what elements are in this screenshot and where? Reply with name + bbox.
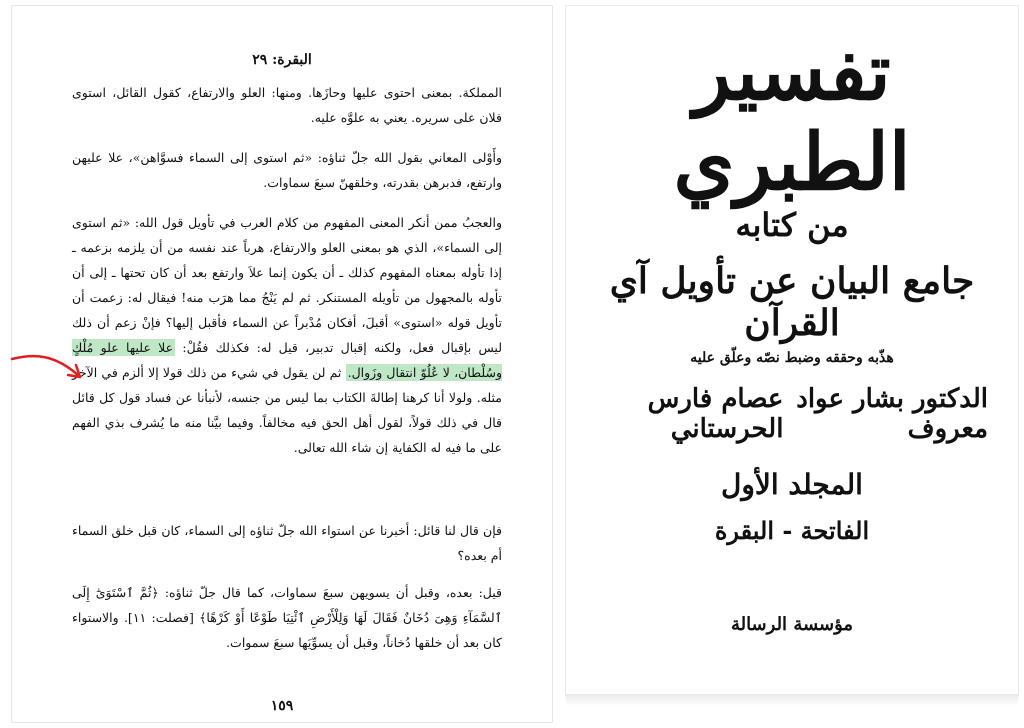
book-title: تفسير الطبري	[673, 27, 911, 208]
paragraph-5	[72, 580, 502, 655]
from-book-label: من كتابه	[735, 206, 849, 244]
paragraph-3-cont-before: قيل له: فكذلك فقُلْ:	[175, 340, 298, 355]
highlighted-phrase[interactable]: علا عليها علو مُلْكٍ وسُلْطان، لا عُلُوّ انتقال وزَوال.	[72, 340, 502, 380]
paragraph-5-text: قيل: بعده، وقبل أن يسويهن سبعَ سماوات، كما قال جلّ ثناؤه: ﴿ثُمَّ ٱسْتَوَىٰٓ إِلَى ٱلسَّمَآءِ وَهِىَ دُخَانٌ فَقَالَ لَهَا وَلِلْأَرْضِ ٱئْتِيَا طَوْعًا أَوْ كَرْهًا﴾ [فصلت: ١١]. والاستواء كان بعد أن خلقها دُخاناً، وقبل أن يسوِّيَها سبعَ سموات.	[72, 585, 502, 650]
paragraph-1	[72, 80, 502, 130]
author-1: الدكتور بشار عواد معروف	[796, 384, 988, 444]
page-header: البقرة: ٢٩	[252, 52, 312, 68]
surahs-label: الفاتحة - البقرة	[714, 516, 870, 545]
page-number: ١٥٩	[270, 698, 294, 714]
left-page	[12, 6, 552, 722]
right-page-shadow	[566, 694, 1018, 706]
paragraph-3	[72, 210, 502, 460]
paragraph-3-main: والعجبُ ممن أنكر المعنى المفهوم من كلام العرب في تأويل قول الله: «ثم استوى إلى السماء»، الذي هو بمعنى العلو والارتفاع، هرباً عند نفسه من أن يلزمه بزعمه ـ إذا تأوله بمعناه المفهوم كذلك ـ أن يكون إنما علاَ وارتفع بعد أن كان تحتها ـ إلى أن تأوله بالمجهول من تأويله المستنكر. ثم لم يَنْجُ مما هرَب منه! فيقال له: زعمت أن تأويل قوله «استوى» أقبلَ، أفكان مُدْبراً عن السماء فأقبل إليها؟ فإنْ زعم أن ذلك ليس بإقبال فعل، ولكنه إقبال تدبير،	[72, 215, 503, 355]
paragraph-2-text: وأَوْلى المعاني بقول الله جلّ ثناؤه: «ثم استوى إلى السماء فسوَّاهن»، علا عليهن وارتفع، فدبرهن بقدرته، وخلقهنّ سبعَ سماوات.	[72, 150, 502, 190]
paragraph-3-text	[72, 210, 502, 460]
paragraph-3-cont-after: ثم لن يقول في شيء من ذلك قولا إلا ألزم في الآخر مثله. ولولا أنا كرهنا إطالةَ الكتاب بما ليس من جنسه، لأنبأنا عن فساد قول كل قائل قال في ذلك قولاً، لقول أهل الحق فيه مخالفاً. وفيما بيَّنا منه ما يُشرف بذي الفهم على ما فيه له الكفاية إن شاء الله تعالى.	[72, 365, 502, 455]
editor-line: هذّبه وحققه وضبط نصّه وعلّق عليه	[690, 350, 894, 366]
paragraph-4-text: فإن قال لنا قائل: أخبرنا عن استواء الله جلّ ثناؤه إلى السماء، كان قبل خلق السماء أم بعده؟	[72, 523, 502, 563]
publisher-name: مؤسسة الرسالة	[730, 614, 854, 635]
book-subtitle: جامع البيان عن تأويل آي القرآن	[609, 260, 975, 344]
author-2: عصام فارس الحرستاني	[647, 384, 784, 444]
paragraph-1-text: المملكة. بمعنى احتوى عليها وحازَها. ومنها: العلو والارتفاع، كقول القائل، استوى فلان على سريره. يعني به علوَّه عليه.	[72, 85, 502, 125]
volume-label: المجلد الأول	[721, 468, 863, 501]
authors	[596, 384, 988, 444]
red-arrow-icon	[10, 345, 90, 385]
right-page	[566, 6, 1018, 696]
paragraph-4	[72, 518, 502, 568]
paragraph-2	[72, 145, 502, 195]
